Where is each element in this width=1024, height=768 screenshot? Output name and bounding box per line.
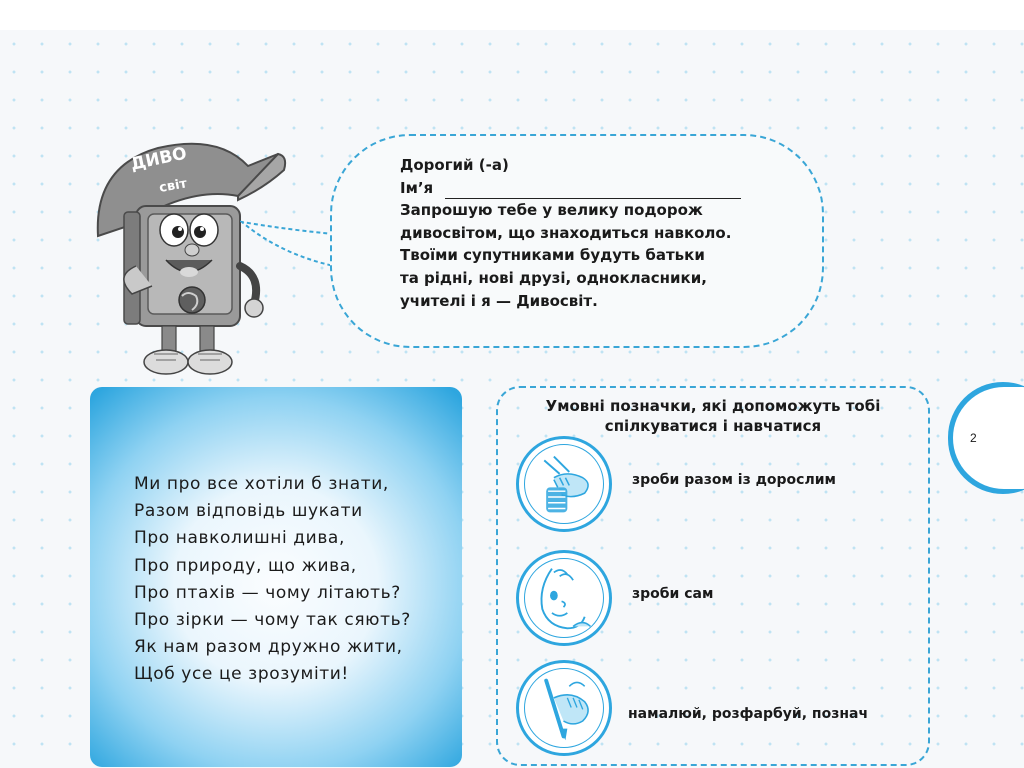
poem bbox=[134, 471, 411, 689]
legend-label-draw: намалюй, розфарбуй, познач bbox=[628, 706, 869, 722]
poem-line: Про природу, що жива, bbox=[134, 555, 357, 576]
letter-line: учителі і я — Дивосвіт. bbox=[400, 291, 598, 310]
page-number-tab bbox=[948, 382, 1024, 494]
legend-title bbox=[498, 396, 928, 436]
hand-pencil-icon bbox=[516, 660, 612, 756]
poem-line: Про птахів — чому літають? bbox=[134, 582, 401, 603]
workbook-page bbox=[0, 30, 1024, 768]
legend-title-line2: спілкуватися і навчатися bbox=[604, 417, 822, 435]
child-face-icon bbox=[516, 550, 612, 646]
letter-line: та рідні, нові друзі, однокласники, bbox=[400, 268, 707, 287]
cap-text-line1: ДИВО bbox=[128, 143, 189, 175]
page-number: 2 bbox=[970, 431, 977, 445]
legend-label-together: зроби разом із дорослим bbox=[632, 472, 836, 488]
legend-label-self: зроби сам bbox=[632, 586, 714, 602]
letter-line: Твоїми супутниками будуть батьки bbox=[400, 246, 705, 265]
letter-greeting: Дорогий (-а) bbox=[400, 156, 509, 174]
name-label: Ім’я bbox=[400, 178, 434, 197]
name-row bbox=[400, 177, 800, 200]
letter-line: Запрошую тебе у велику подорож bbox=[400, 201, 703, 220]
poem-line: Разом відповідь шукати bbox=[134, 501, 363, 522]
letter-line: дивосвітом, що знаходиться навколо. bbox=[400, 223, 732, 242]
poem-line: Про навколишні дива, bbox=[134, 528, 345, 549]
name-blank-line[interactable] bbox=[445, 182, 741, 199]
legend-title-line1: Умовні позначки, які допоможуть тобі bbox=[545, 397, 881, 415]
invitation-letter bbox=[400, 154, 800, 312]
speech-bubble-tail bbox=[240, 220, 340, 280]
poem-line: Ми про все хотіли б знати, bbox=[134, 474, 389, 494]
hands-together-icon bbox=[516, 436, 612, 532]
legend-box bbox=[496, 386, 930, 766]
cap-text-line2: світ bbox=[158, 176, 189, 196]
poem-line: Про зірки — чому так сяють? bbox=[134, 610, 411, 631]
poem-box bbox=[90, 387, 462, 767]
poem-line: Як нам разом дружно жити, bbox=[134, 637, 403, 658]
poem-line: Щоб усе це зрозуміти! bbox=[134, 664, 349, 685]
